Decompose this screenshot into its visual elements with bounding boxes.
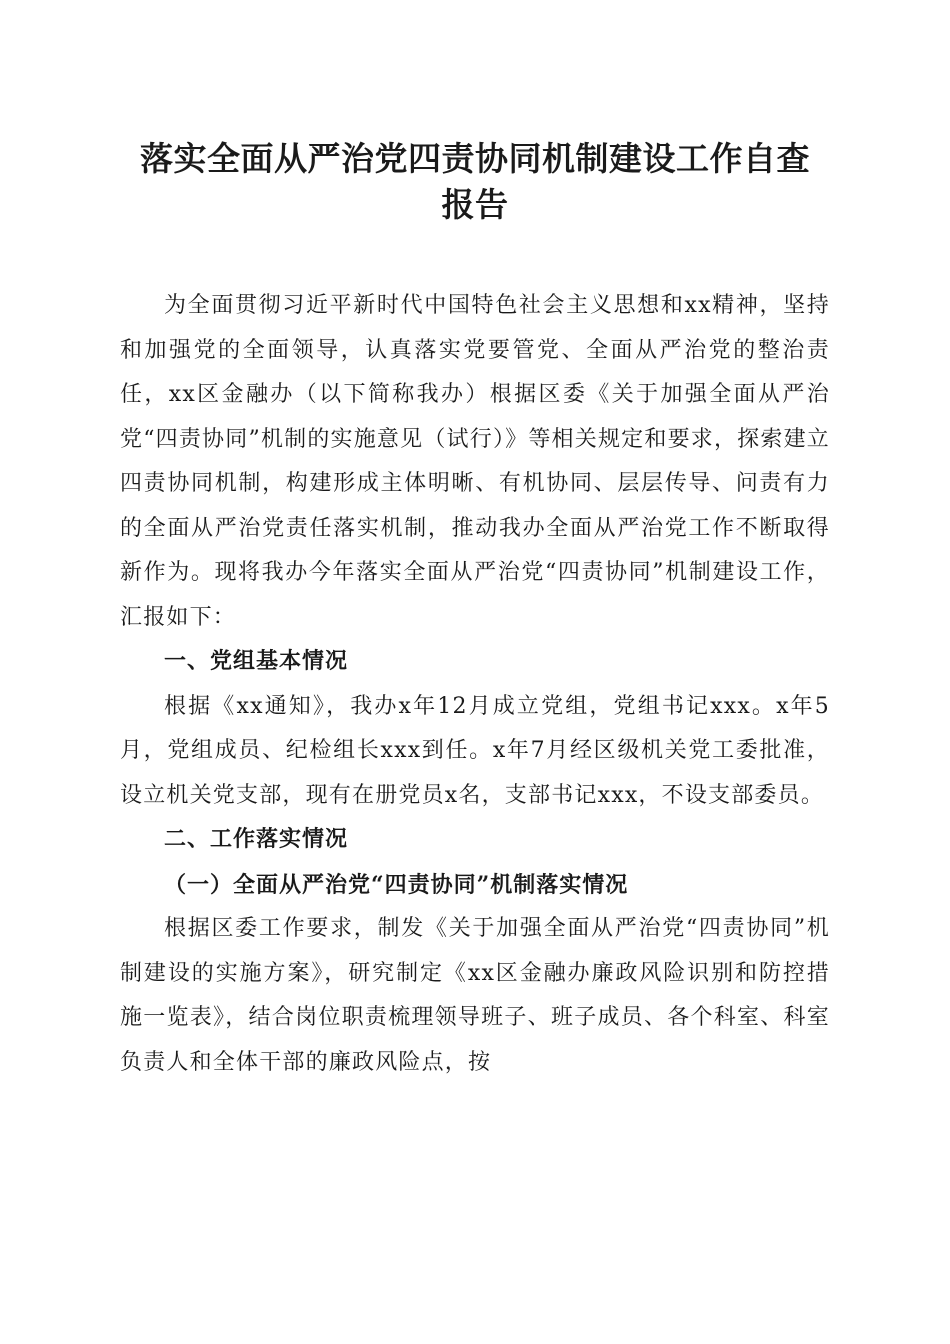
section-2-sub-1-paragraph: 根据区委工作要求，制发《关于加强全面从严治党“四责协同”机制建设的实施方案》，研究制定《xx区金融办廉政风险识别和防控措施一览表》，结合岗位职责梳理领导班子、班子成员、各个科室、科室负责人和全体干部的廉政风险点，按 [120,916,830,1075]
section-1-heading: 一、党组基本情况 [164,649,349,674]
section-2-heading: 二、工作落实情况 [164,827,349,852]
document-page [120,0,830,1085]
document-body [120,284,830,1085]
intro-paragraph: 为全面贯彻习近平新时代中国特色社会主义思想和xx精神，坚持和加强党的全面领导，认真落实党要管党、全面从严治党的整治责任，xx区金融办（以下简称我办）根据区委《关于加强全面从严治党“四责协同”机制的实施意见（试行）》等相关规定和要求，探索建立四责协同机制，构建形成主体明晰、有机协同、层层传导、问责有力的全面从严治党责任落实机制，推动我办全面从严治党工作不断取得新作为。现将我办今年落实全面从严治党“四责协同”机制建设工作，汇报如下： [120,293,830,630]
document-title [120,136,830,228]
section-1-paragraph: 根据《xx通知》，我办x年12月成立党组，党组书记xxx。x年5月，党组成员、纪检组长xxx到任。x年7月经区级机关党工委批准，设立机关党支部，现有在册党员x名，支部书记xxx，不设支部委员。 [120,693,830,808]
title-line-2: 报告 [441,185,509,224]
section-2-subheading-1: （一）全面从严治党“四责协同”机制落实情况 [164,871,629,898]
title-line-1: 落实全面从严治党四责协同机制建设工作自查 [140,139,810,178]
